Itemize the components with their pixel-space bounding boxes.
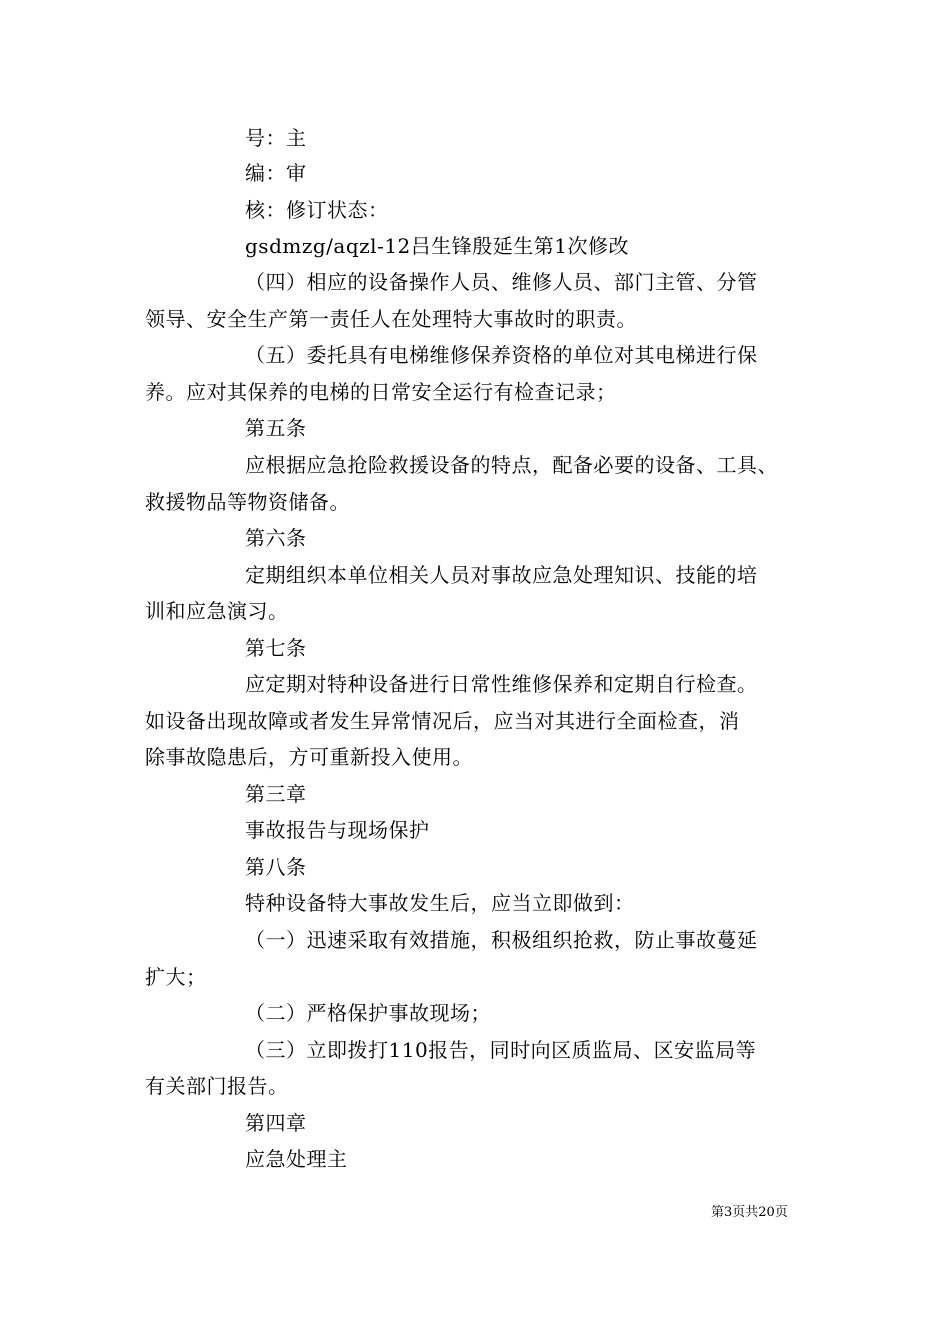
text-line-13: 定期组织本单位相关人员对事故应急处理知识、技能的培 [245,563,758,587]
text-line-4: gsdmzg/aqzl-12吕生锋殷延生第1次修改 [245,234,630,258]
text-line-3: 核：修订状态： [245,198,389,222]
text-line-5: （四）相应的设备操作人员、维修人员、部门主管、分管 [245,270,758,294]
text-line-16: 应定期对特种设备进行日常性维修保养和定期自行检查。 [245,672,758,696]
chapter-heading-4: 第四章 [245,1111,307,1135]
text-line-6: 领导、安全生产第一责任人在处理特大事故时的职责。 [145,307,637,331]
text-line-2: 编：审 [245,161,307,185]
article-heading-5: 第五条 [245,416,307,440]
chapter-heading-3: 第三章 [245,782,307,806]
text-line-23: （一）迅速采取有效措施，积极组织抢救，防止事故蔓延 [245,928,758,952]
text-line-17: 如设备出现故障或者发生异常情况后，应当对其进行全面检查，消 [145,709,740,733]
article-heading-7: 第七条 [245,636,307,660]
text-line-18: 除事故隐患后，方可重新投入使用。 [145,745,473,769]
text-line-22: 特种设备特大事故发生后，应当立即做到： [245,891,635,915]
text-line-26: （三）立即拨打110报告，同时向区质监局、区安监局等 [245,1038,757,1062]
text-line-7: （五）委托具有电梯维修保养资格的单位对其电梯进行保 [245,343,758,367]
text-line-27: 有关部门报告。 [145,1074,289,1098]
text-line-8: 养。应对其保养的电梯的日常安全运行有检查记录； [145,380,617,404]
text-line-11: 救援物品等物资储备。 [145,490,350,514]
article-heading-6: 第六条 [245,526,307,550]
text-line-10: 应根据应急抢险救援设备的特点，配备必要的设备、工具、 [245,453,778,477]
text-line-24: 扩大； [145,965,207,989]
text-line-25: （二）严格保护事故现场； [245,1001,491,1025]
text-line-14: 训和应急演习。 [145,599,289,623]
article-heading-8: 第八条 [245,855,307,879]
chapter-title-3: 事故报告与现场保护 [245,818,430,842]
page-number-footer: 第3页共20页 [711,1205,788,1220]
text-line-29: 应急处理主 [245,1147,348,1171]
text-line-1: 号：主 [245,126,307,150]
